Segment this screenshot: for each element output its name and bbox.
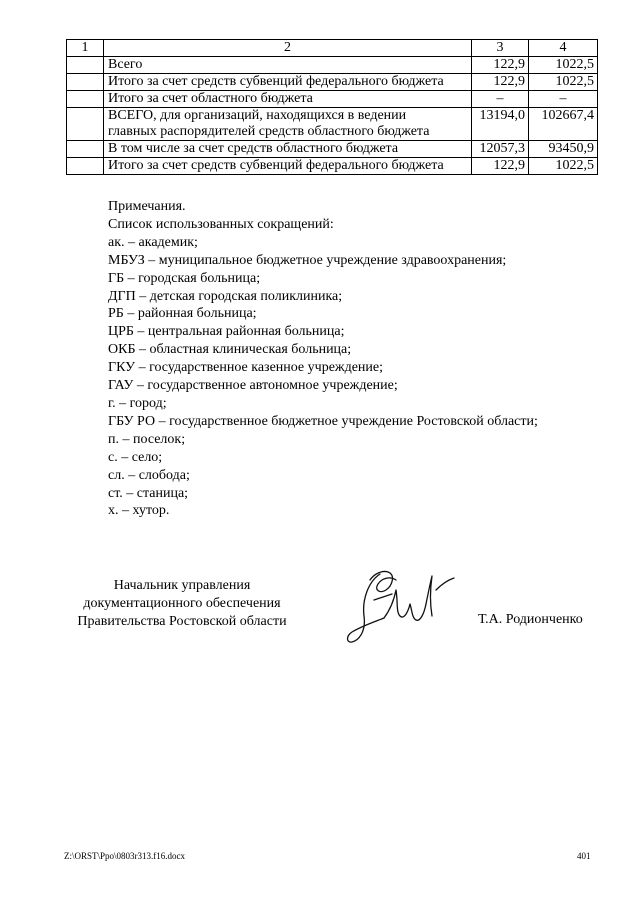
abbreviation-item: с. – село; bbox=[108, 449, 163, 465]
notes-section bbox=[108, 198, 538, 520]
row-label-line: главных распорядителей средств областного бюджета bbox=[108, 124, 430, 139]
abbreviation-item: х. – хутор. bbox=[108, 503, 170, 519]
table-row bbox=[67, 141, 598, 158]
abbreviation-item: ГАУ – государственное автономное учреждение; bbox=[108, 378, 398, 394]
abbreviation-item: г. – город; bbox=[108, 395, 167, 411]
abbreviation-item: сл. – слобода; bbox=[108, 467, 190, 483]
abbreviation-item: ДГП – детская городская поликлиника; bbox=[108, 288, 343, 304]
row-label: Всего bbox=[104, 57, 472, 74]
row-value-4: 1022,5 bbox=[529, 57, 598, 74]
row-number-cell bbox=[67, 57, 104, 74]
header-cell-4: 4 bbox=[529, 40, 598, 57]
row-number-cell bbox=[67, 141, 104, 158]
position-line: Начальник управления bbox=[113, 578, 251, 593]
abbreviation-item: ст. – станица; bbox=[108, 485, 189, 501]
row-value-3: 122,9 bbox=[472, 74, 529, 91]
notes-title: Примечания. bbox=[108, 199, 186, 214]
row-label: Итого за счет средств субвенций федерального бюджета bbox=[104, 74, 472, 91]
row-label bbox=[104, 108, 472, 141]
abbreviation-item: ГБУ РО – государственное бюджетное учреждение Ростовской области; bbox=[108, 413, 538, 429]
table-row bbox=[67, 74, 598, 91]
row-value-3: 13194,0 bbox=[472, 108, 529, 141]
signatory-name: Т.А. Родионченко bbox=[478, 612, 583, 627]
table-row bbox=[67, 57, 598, 74]
row-value-3: – bbox=[472, 91, 529, 108]
position-line: Правительства Ростовской области bbox=[77, 614, 287, 629]
abbreviations-heading: Список использованных сокращений: bbox=[108, 216, 334, 232]
table-row bbox=[67, 91, 598, 108]
header-cell-3: 3 bbox=[472, 40, 529, 57]
row-value-3: 12057,3 bbox=[472, 141, 529, 158]
row-value-4: 102667,4 bbox=[529, 108, 598, 141]
table-row bbox=[67, 108, 598, 141]
table-header-row bbox=[67, 40, 598, 57]
footer-file-path: Z:\ORST\Ppo\0803r313.f16.docx bbox=[64, 851, 185, 861]
row-value-4: – bbox=[529, 91, 598, 108]
row-label: Итого за счет средств субвенций федерального бюджета bbox=[104, 158, 472, 175]
signatory-position bbox=[64, 577, 300, 631]
row-number-cell bbox=[67, 158, 104, 175]
header-cell-2: 2 bbox=[104, 40, 472, 57]
abbreviation-item: ГБ – городская больница; bbox=[108, 270, 261, 286]
footer-page-number: 401 bbox=[577, 851, 591, 861]
abbreviation-item: ак. – академик; bbox=[108, 234, 198, 250]
row-value-4: 1022,5 bbox=[529, 74, 598, 91]
abbreviation-item: РБ – районная больница; bbox=[108, 306, 257, 322]
row-value-3: 122,9 bbox=[472, 158, 529, 175]
header-cell-1: 1 bbox=[67, 40, 104, 57]
budget-table bbox=[66, 39, 598, 175]
abbreviation-item: п. – поселок; bbox=[108, 431, 186, 447]
abbreviation-item: ГКУ – государственное казенное учреждение; bbox=[108, 360, 384, 376]
table-row bbox=[67, 158, 598, 175]
row-number-cell bbox=[67, 74, 104, 91]
abbreviation-item: ОКБ – областная клиническая больница; bbox=[108, 342, 352, 358]
abbreviation-item: ЦРБ – центральная районная больница; bbox=[108, 324, 345, 340]
abbreviation-item: МБУЗ – муниципальное бюджетное учреждение здравоохранения; bbox=[108, 252, 507, 268]
row-label-line: ВСЕГО, для организаций, находящихся в ведении bbox=[108, 108, 407, 123]
handwritten-signature bbox=[340, 560, 460, 652]
row-label: В том числе за счет средств областного бюджета bbox=[104, 141, 472, 158]
row-value-3: 122,9 bbox=[472, 57, 529, 74]
row-value-4: 93450,9 bbox=[529, 141, 598, 158]
row-number-cell bbox=[67, 91, 104, 108]
row-number-cell bbox=[67, 108, 104, 141]
position-line: документационного обеспечения bbox=[83, 596, 281, 611]
row-value-4: 1022,5 bbox=[529, 158, 598, 175]
row-label: Итого за счет областного бюджета bbox=[104, 91, 472, 108]
